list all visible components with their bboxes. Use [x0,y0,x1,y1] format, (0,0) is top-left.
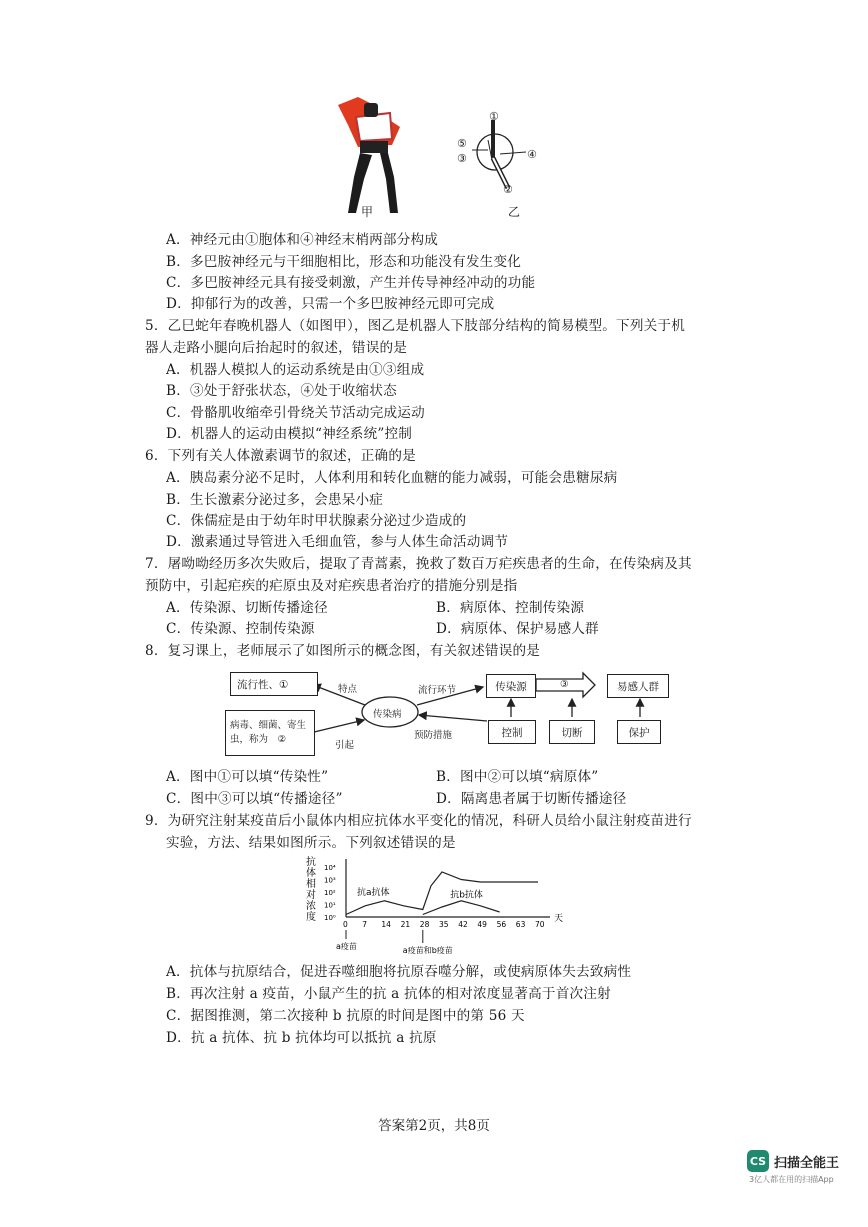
robot-leg-model [452,110,552,205]
q9-option-b: B．再次注射 a 疫苗，小鼠产生的抗 a 抗体的相对浓度显著高于首次注射 [166,986,611,1002]
label-three: ③ [560,679,569,690]
box-pathogen: 病毒、细菌、寄生 虫，称为 ② [225,710,315,756]
x-tick-label: 49 [477,920,487,929]
box-control: 控制 [488,720,536,744]
antibody-chart [300,855,570,955]
figure-label-yi: 乙 [508,205,521,219]
q5-stem-line2: 器人走路小腿向后抬起时的叙述，错误的是 [145,340,408,356]
box-liuxing: 流行性、① [230,672,318,696]
label-yinqi: 引起 [335,740,355,751]
q7-option-d: D．病原体、保护易感人群 [436,621,599,637]
q9-option-a: A．抗体与抗原结合，促进吞噬细胞将抗原吞噬分解，或使病原体失去致病性 [166,964,632,980]
x-tick-label: 28 [419,920,430,929]
x-tick-label: 21 [400,920,411,929]
q5-option-b: B．③处于舒张状态，④处于收缩状态 [166,383,397,399]
series-line-anti-b [423,901,500,915]
x-tick-label: 0 [343,920,348,929]
q8-option-a: A．图中①可以填“传染性” [166,769,329,785]
q8-option-b: B．图中②可以填“病原体” [436,769,599,785]
watermark-title: 扫描全能王 [774,1155,840,1171]
q8-stem: 8．复习课上，老师展示了如图所示的概念图，有关叙述错误的是 [145,643,541,659]
q9-stem-line1: 9．为研究注射某疫苗后小鼠体内相应抗体水平变化的情况，科研人员给小鼠注射疫苗进行 [145,813,692,829]
q8-option-c: C．图中③可以填“传播途径” [166,791,343,807]
marker-4: ④ [527,148,537,161]
y-axis-label-char: 度 [306,912,316,923]
q7-stem-line2: 预防中，引起疟疾的疟原虫及对疟疾患者治疗的措施分别是指 [145,578,518,594]
y-tick-label: 10⁰ [324,914,336,922]
q5-option-d: D．机器人的运动由模拟“神经系统”控制 [166,426,413,442]
x-tick-label: 14 [381,920,391,929]
q7-stem-line1: 7．屠呦呦经历多次失败后，提取了青蒿素，挽救了数百万疟疾患者的生命，在传染病及其 [145,556,692,572]
marker-5: ⑤ [457,137,467,150]
x-tick-label: 42 [458,920,468,929]
q7-option-c: C．传染源、控制传染源 [166,621,315,637]
y-axis-label-char: 相 [306,879,316,890]
box-protect: 保护 [617,720,661,744]
q9-option-c: C．据图推测，第二次接种 b 抗原的时间是图中的第 56 天 [166,1008,525,1024]
robot-figure [330,95,420,220]
y-axis-label-char: 体 [306,868,316,879]
x-tick-label: 7 [362,920,367,929]
cs-logo-icon: CS [747,1150,769,1172]
q5-option-c: C．骨骼肌收缩牵引骨绕关节活动完成运动 [166,405,425,421]
box-cut: 切断 [549,720,595,744]
q6-option-d: D．激素通过导管进入毛细血管，参与人体生命活动调节 [166,534,509,550]
x-tick-label: 56 [496,920,507,929]
label-liuxinghuanjie: 流行环节 [418,685,457,696]
y-axis-label-char: 浓 [306,901,316,912]
box-susceptible: 易感人群 [607,674,669,698]
x-tick-label: 35 [439,920,449,929]
q5-stem-line1: 5．乙巳蛇年春晚机器人（如图甲），图乙是机器人下肢部分结构的简易模型。下列关于机 [145,318,686,334]
q8-option-d: D．隔离患者属于切断传播途径 [436,791,627,807]
label-center: 传染病 [373,709,402,720]
q6-stem: 6．下列有关人体激素调节的叙述，正确的是 [145,448,416,464]
y-tick-label: 10³ [324,876,336,885]
label-yufang: 预防措施 [414,730,453,741]
annotation-anti-a: 抗a抗体 [356,888,390,898]
figure-label-jia: 甲 [361,205,374,219]
q6-option-b: B．生长激素分泌过多，会患呆小症 [166,492,384,508]
marker-2: ② [503,183,513,196]
annotation-ab-vaccine: a疫苗和b疫苗 [402,946,453,955]
q5-option-a: A．机器人模拟人的运动系统是由①③组成 [166,362,425,378]
y-axis-label-char: 抗 [306,857,316,868]
marker-3: ③ [457,152,467,165]
y-tick-label: 10⁴ [324,864,336,872]
y-tick-label: 10¹ [324,901,336,910]
x-tick-label: 63 [515,920,526,929]
q7-option-b: B．病原体、控制传染源 [436,600,585,616]
q4-option-d: D．抑郁行为的改善，只需一个多巴胺神经元即可完成 [166,296,495,312]
camscanner-watermark [747,1150,839,1185]
q9-option-d: D．抗 a 抗体、抗 b 抗体均可以抵抗 a 抗原 [166,1030,437,1046]
x-tick-label: 70 [535,920,545,929]
q4-option-a: A．神经元由①胞体和④神经末梢两部分构成 [166,232,439,248]
q4-option-b: B．多巴胺神经元与干细胞相比，形态和功能没有发生变化 [166,254,522,270]
y-tick-label: 10² [324,889,336,897]
watermark-subtitle: 3亿人都在用的扫描App [749,1175,834,1184]
q6-option-a: A．胰岛素分泌不足时，人体利用和转化血糖的能力减弱，可能会患糖尿病 [166,470,618,486]
annotation-anti-b: 抗b抗体 [450,890,483,901]
x-axis-label: 天 [554,914,564,924]
y-axis-label-char: 对 [306,890,316,901]
box-source: 传染源 [486,674,536,698]
annotation-a-vaccine: a疫苗 [336,942,357,951]
marker-1: ① [489,110,499,123]
q6-option-c: C．侏儒症是由于幼年时甲状腺素分泌过少造成的 [166,513,467,529]
q9-stem-line2: 实验，方法、结果如图所示。下列叙述错误的是 [166,835,456,851]
page-footer: 答案第2页，共8页 [378,1118,490,1134]
q7-option-a: A．传染源、切断传播途径 [166,600,328,616]
label-tedian: 特点 [338,684,358,695]
q4-option-c: C．多巴胺神经元具有接受刺激，产生并传导神经冲动的功能 [166,275,536,291]
